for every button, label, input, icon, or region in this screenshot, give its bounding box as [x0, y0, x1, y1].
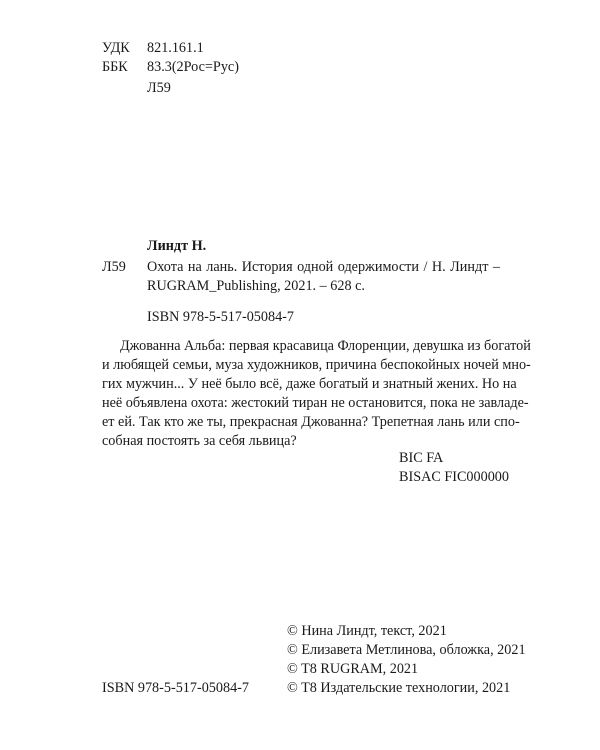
record-isbn: ISBN 978-5-517-05084-7: [147, 309, 294, 325]
title-line-1: Охота на лань. История одной одержимости / Н. Линдт –: [147, 259, 500, 275]
bbk-value: 83.3(2Рос=Рус): [147, 59, 239, 75]
annotation-line: гих мужчин... У неё было всё, даже богатый и знатный жених. Но на: [102, 376, 517, 392]
author-mark: Л59: [102, 259, 126, 275]
udk-value: 821.161.1: [147, 40, 204, 56]
copyright-line: © Елизавета Метлинова, обложка, 2021: [287, 642, 526, 658]
annotation-line: ет ей. Так кто же ты, прекрасная Джованна? Трепетная лань или спо-: [102, 414, 520, 430]
author-heading: Линдт Н.: [147, 238, 207, 254]
annotation-line: неё объявлена охота: жестокий тиран не остановится, пока не завладе-: [102, 395, 529, 411]
bbk-label: ББК: [102, 59, 128, 75]
title-line-2: RUGRAM_Publishing, 2021. – 628 с.: [147, 278, 365, 294]
author-mark-top: Л59: [147, 80, 171, 96]
annotation-line: и любящей семьи, муза художников, причина беспокойных ночей мно-: [102, 357, 531, 373]
copyright-line: © Нина Линдт, текст, 2021: [287, 623, 447, 639]
annotation-line: Джованна Альба: первая красавица Флоренции, девушка из богатой: [120, 338, 531, 354]
copyright-line: © T8 Издательские технологии, 2021: [287, 680, 511, 696]
udk-label: УДК: [102, 40, 130, 56]
bic-code: BIC FA: [399, 450, 444, 466]
bisac-code: BISAC FIC000000: [399, 469, 509, 485]
copyright-line: © T8 RUGRAM, 2021: [287, 661, 419, 677]
footer-isbn: ISBN 978-5-517-05084-7: [102, 680, 249, 696]
annotation-line: собная постоять за себя львица?: [102, 433, 297, 449]
